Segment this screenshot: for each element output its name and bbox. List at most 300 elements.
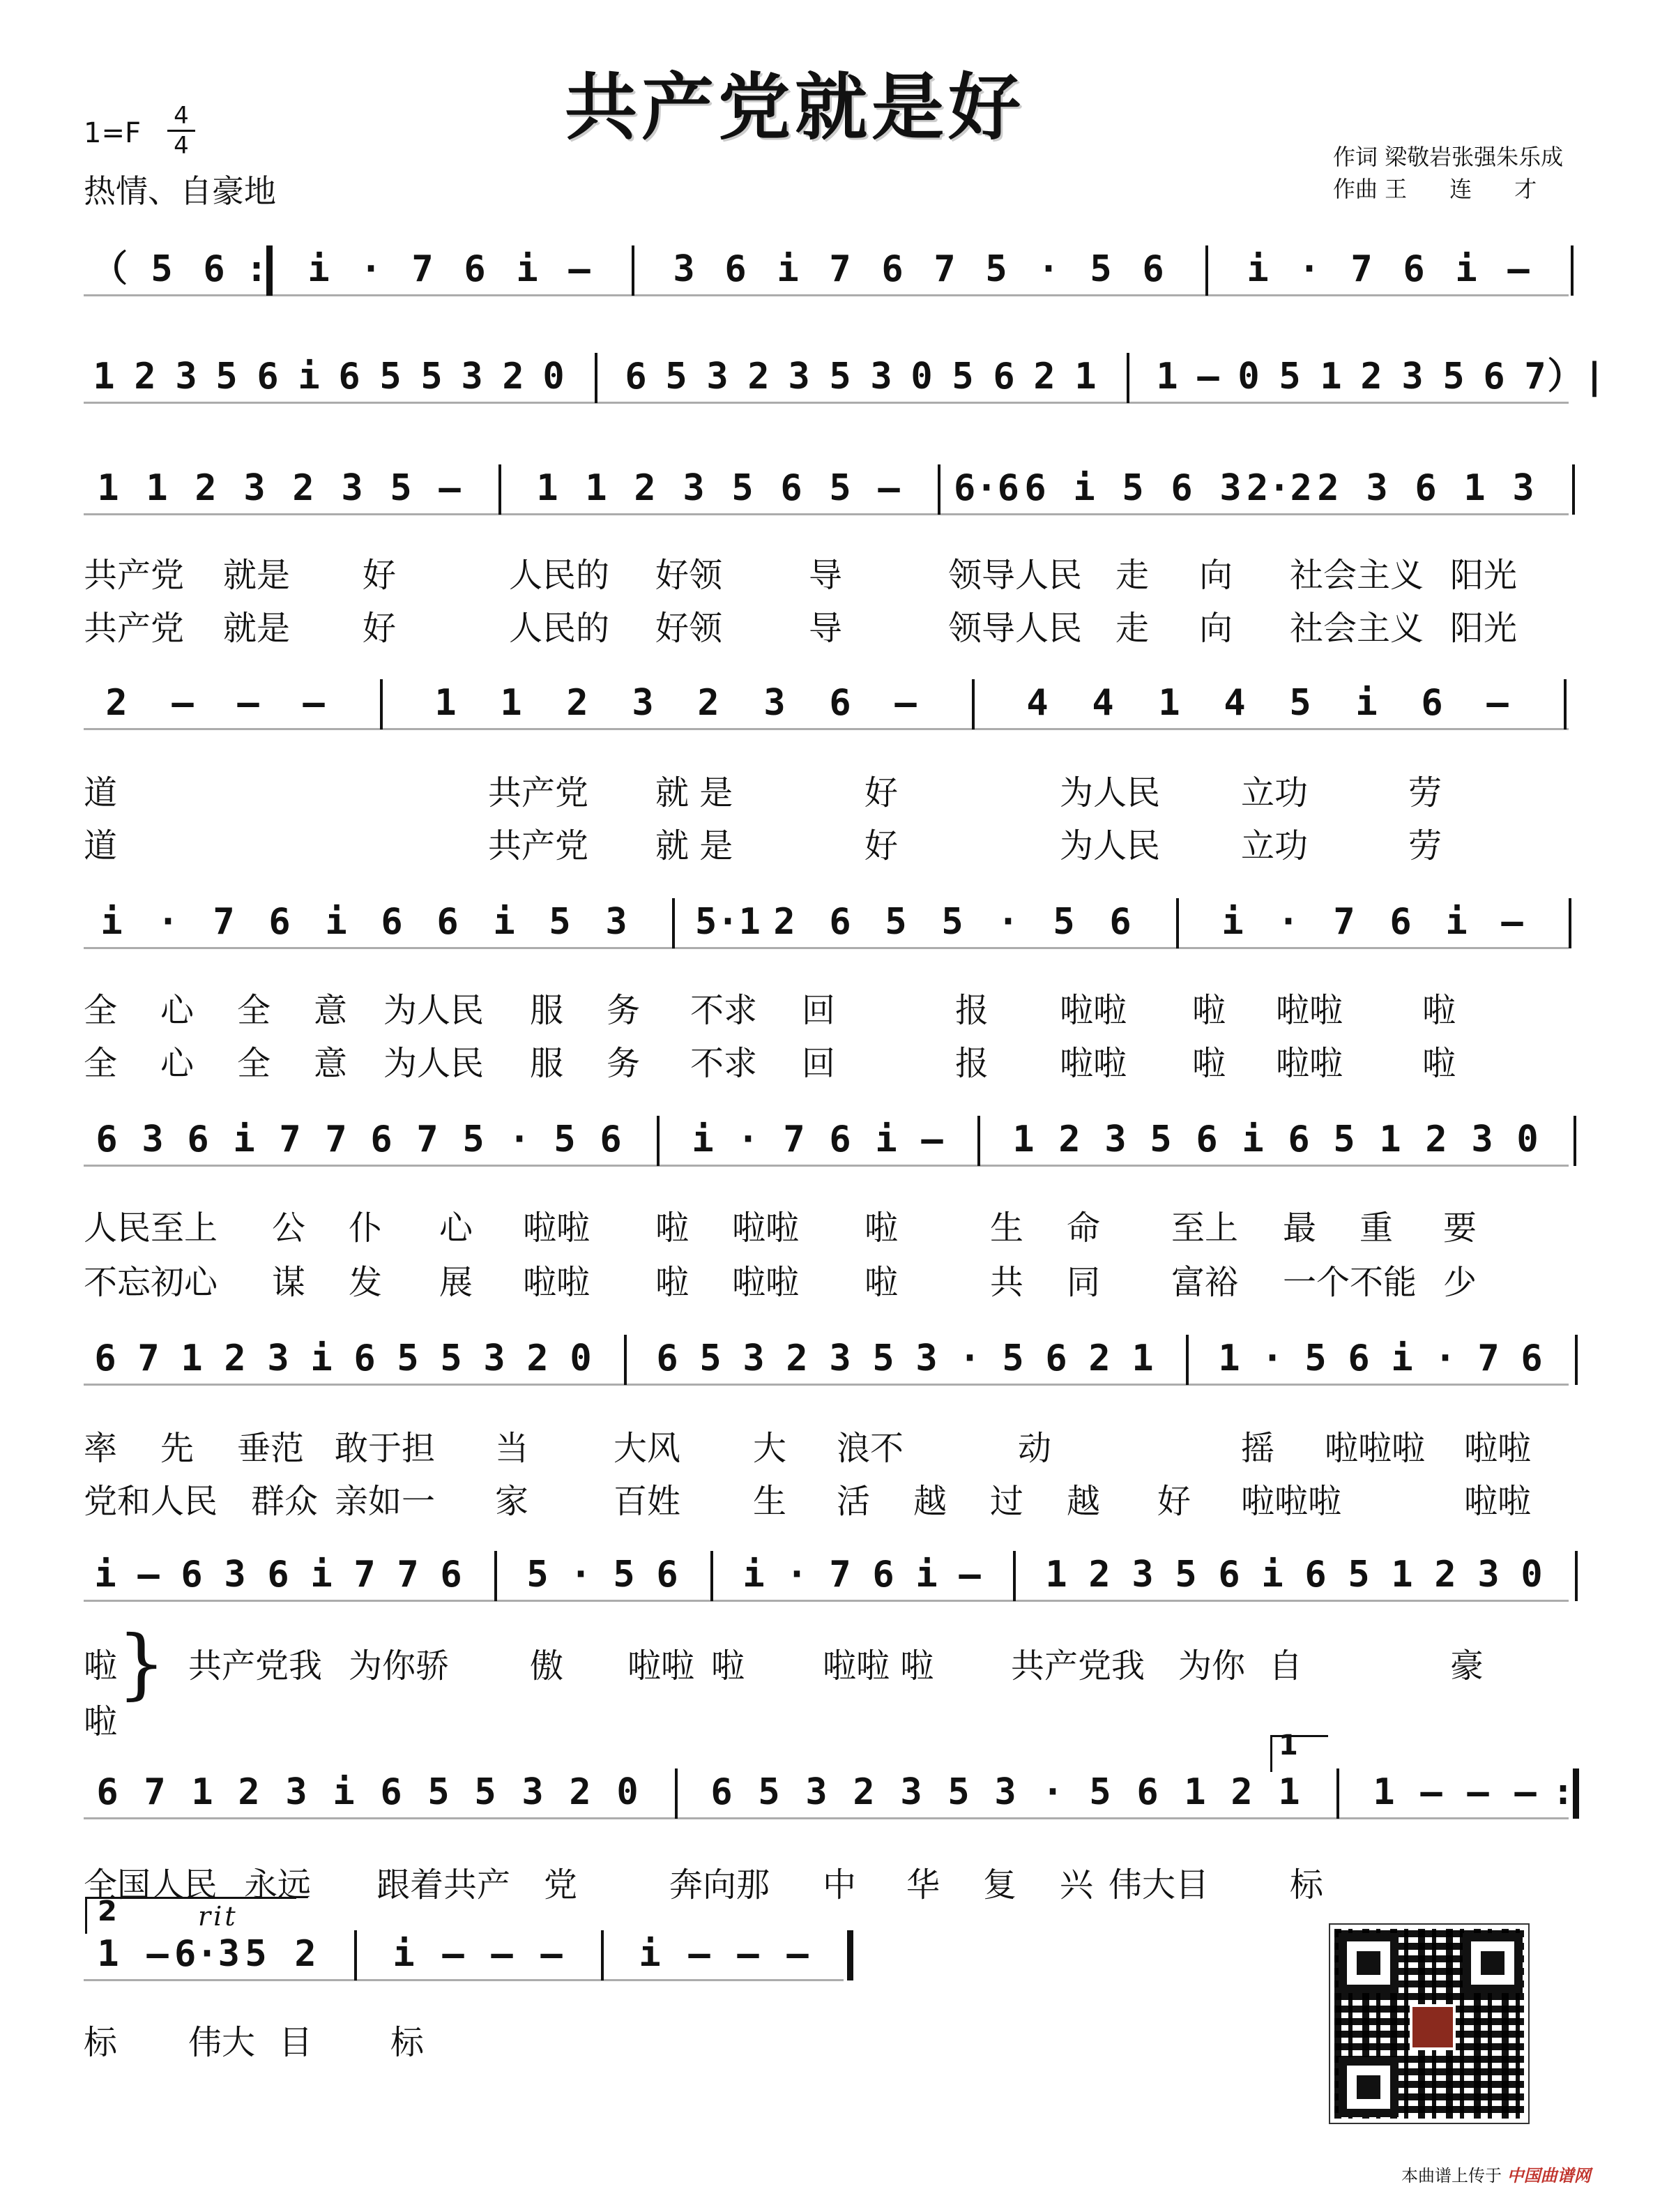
lyric-syllable: 啦啦 xyxy=(1060,1044,1127,1083)
lyric-syllable: 豪 xyxy=(1450,1646,1484,1685)
note: 6 xyxy=(440,1554,462,1596)
lyric-syllable: 奔向那 xyxy=(669,1865,770,1904)
lyric-syllable: 社会主义 xyxy=(1290,556,1424,595)
lyric-syllable: 最 xyxy=(1283,1209,1317,1248)
note: 3 xyxy=(673,248,695,290)
note: 1 xyxy=(585,467,607,509)
note: 0 xyxy=(570,1338,592,1379)
note: 7 xyxy=(1333,901,1355,943)
lyric-syllable: 摇 xyxy=(1241,1429,1275,1468)
lyrics-line-6-verse-1 xyxy=(84,1201,1603,1248)
lyric-syllable: 共产党 xyxy=(488,826,589,865)
lyric-syllable: 道 xyxy=(84,826,118,865)
note: 3 xyxy=(683,467,705,509)
note: 6 xyxy=(380,1771,402,1813)
lyric-syllable: 立功 xyxy=(1241,773,1309,812)
note: 2 xyxy=(1434,1554,1456,1596)
lyric-syllable: 少 xyxy=(1443,1263,1477,1302)
note: 2 xyxy=(566,682,588,724)
note: 5 xyxy=(758,1771,780,1813)
lyric-syllable: 共产党 xyxy=(84,609,185,648)
note: 1 xyxy=(1320,356,1342,397)
note: i xyxy=(915,1554,938,1596)
note: 3 xyxy=(706,356,729,397)
ritardando-mark: rit xyxy=(198,1901,238,1932)
note: · xyxy=(1037,248,1060,290)
lyric-syllable: 啦 xyxy=(864,1209,899,1248)
note: 6 xyxy=(710,1771,733,1813)
note: 0 xyxy=(1237,356,1260,397)
note: 0 xyxy=(616,1771,639,1813)
lyric-syllable: 啦啦 xyxy=(1464,1482,1532,1521)
note: 5 xyxy=(1304,1338,1327,1379)
note: i xyxy=(1247,248,1269,290)
lyric-syllable: 大风 xyxy=(614,1429,681,1468)
lyric-syllable: 啦 xyxy=(655,1263,690,1302)
note: 6 xyxy=(625,356,647,397)
note: 3 xyxy=(267,1338,289,1379)
lyric-syllable: 啦 xyxy=(1422,1044,1456,1083)
lyric-syllable: 发 xyxy=(349,1263,383,1302)
lyrics-line-7-verse-1 xyxy=(84,1421,1603,1468)
note: – xyxy=(1197,356,1219,397)
note: 3 xyxy=(632,682,654,724)
note: – xyxy=(237,682,259,724)
note: 5 xyxy=(613,1554,635,1596)
note: i xyxy=(1355,682,1378,724)
lyric-syllable: 动 xyxy=(1018,1429,1052,1468)
note: – xyxy=(1514,1771,1537,1813)
note: 7 xyxy=(325,1119,347,1160)
note: 7 xyxy=(137,1338,160,1379)
notation-line2 xyxy=(84,349,1606,404)
note: 6 xyxy=(1415,467,1437,509)
note: – xyxy=(921,1119,943,1160)
lyrics-line-5-verse-2 xyxy=(84,1036,1603,1083)
note: 5 xyxy=(215,356,238,397)
lyric-syllable: 党和人民 xyxy=(84,1482,218,1521)
notation-line4 xyxy=(84,675,1603,731)
note: 2 xyxy=(697,682,719,724)
note: 2 xyxy=(224,1338,246,1379)
note: 3 xyxy=(1104,1119,1127,1160)
lyric-syllable: 共产党 xyxy=(84,556,185,595)
lyric-syllable: 百姓 xyxy=(614,1482,681,1521)
notation-line3 xyxy=(84,460,1603,516)
note: 6 xyxy=(872,1554,894,1596)
note: 6 xyxy=(381,901,403,943)
note: 2 xyxy=(773,901,795,943)
uploader-avatar xyxy=(1410,2004,1456,2050)
note: 6 xyxy=(181,1554,203,1596)
note: 5 xyxy=(549,901,571,943)
note: 1 xyxy=(146,467,168,509)
lyric-syllable: 复 xyxy=(983,1865,1017,1904)
lyrics-line-4-verse-1 xyxy=(84,766,1603,812)
lyric-syllable: 伟大 xyxy=(188,2023,256,2062)
lyric-syllable: 领导人民 xyxy=(948,556,1083,595)
note: 5 xyxy=(1333,1119,1355,1160)
lyric-syllable: 全 xyxy=(84,991,118,1030)
note: 6·3 xyxy=(174,1933,240,1975)
note: 1 xyxy=(1218,1338,1240,1379)
note: 6 xyxy=(656,1554,678,1596)
barline xyxy=(595,353,597,403)
note: ）| xyxy=(1547,356,1606,397)
note: · xyxy=(1298,248,1320,290)
barline xyxy=(1574,1116,1576,1166)
note: 1 xyxy=(97,1933,119,1975)
lyric-syllable: 啦 xyxy=(1422,991,1456,1030)
note: 3 xyxy=(285,1771,307,1813)
note: 3 xyxy=(142,1119,164,1160)
note: 2 xyxy=(1360,356,1382,397)
note: 1 xyxy=(1373,1771,1395,1813)
note: 5 xyxy=(952,356,974,397)
note: 6 xyxy=(600,1119,622,1160)
qr-finder-bottom-left xyxy=(1339,2057,1399,2117)
lyric-syllable: 服 xyxy=(530,1044,564,1083)
lyric-syllable: 啦 xyxy=(655,1209,690,1248)
lyric-syllable: 意 xyxy=(314,1044,348,1083)
lyric-syllable: 为你骄 xyxy=(349,1646,450,1685)
note: i xyxy=(310,1554,333,1596)
note: 2 xyxy=(569,1771,591,1813)
note: 7 xyxy=(397,1554,419,1596)
note: 3 xyxy=(870,356,892,397)
note: 6 xyxy=(829,682,851,724)
barline xyxy=(672,898,675,948)
footer xyxy=(1401,2162,1591,2186)
note: 7 xyxy=(783,1119,805,1160)
note: 6 xyxy=(1196,1119,1218,1160)
beam-line xyxy=(84,294,1569,296)
note: i xyxy=(1261,1554,1283,1596)
barline xyxy=(977,1116,980,1166)
note: 3 xyxy=(224,1554,246,1596)
note: 5 xyxy=(474,1771,496,1813)
lyric-syllable: 阳光 xyxy=(1450,609,1518,648)
note: 5 xyxy=(731,467,754,509)
note: 7 xyxy=(1350,248,1373,290)
note: 5 xyxy=(427,1771,450,1813)
barline xyxy=(1186,1335,1189,1385)
barline xyxy=(494,1551,497,1601)
note: 1 xyxy=(1045,1554,1067,1596)
note: 1 xyxy=(181,1338,203,1379)
note: 2 xyxy=(1317,467,1339,509)
lyric-syllable: 越 xyxy=(913,1482,947,1521)
note: 5 xyxy=(1090,248,1112,290)
lyric-syllable: 心 xyxy=(160,991,195,1030)
lyric-syllable: 率 xyxy=(84,1429,118,1468)
note: 3 xyxy=(243,467,266,509)
note: – xyxy=(146,1933,169,1975)
note: i xyxy=(777,248,799,290)
barline xyxy=(1575,1335,1578,1385)
note: 6 xyxy=(96,1119,118,1160)
note: 5 xyxy=(872,1338,894,1379)
lyrics-line-3-verse-1 xyxy=(84,548,1603,595)
score-title: 共产党就是好 xyxy=(564,64,1025,150)
note: 5 xyxy=(1279,356,1301,397)
lyric-syllable: 共产党我 xyxy=(1011,1646,1145,1685)
note: i xyxy=(1391,1338,1413,1379)
barline xyxy=(380,679,383,729)
lyric-syllable: 社会主义 xyxy=(1290,609,1424,648)
lyric-syllable: 领导人民 xyxy=(948,609,1083,648)
lyric-syllable: 啦 xyxy=(864,1263,899,1302)
note: 3 xyxy=(1219,467,1242,509)
note: i xyxy=(1455,248,1477,290)
note: – xyxy=(172,682,194,724)
lyric-syllable: 生 xyxy=(990,1209,1024,1248)
note: 3 xyxy=(1401,356,1424,397)
lyric-syllable: 全 xyxy=(237,1044,271,1083)
lyric-syllable: 走 xyxy=(1115,556,1150,595)
note: 2 xyxy=(1425,1119,1447,1160)
volta-1-number: 1 xyxy=(1279,1729,1298,1762)
note: 5 xyxy=(665,356,687,397)
barline xyxy=(657,1116,660,1166)
note: 7 xyxy=(1524,356,1546,397)
lyric-syllable: 兴 xyxy=(1060,1865,1094,1904)
note: 5 xyxy=(885,901,907,943)
note: 4 xyxy=(1026,682,1049,724)
note: 5 xyxy=(829,467,851,509)
note: 1 xyxy=(1158,682,1180,724)
note: 6 xyxy=(267,1554,289,1596)
lyric-syllable: 啦 xyxy=(1192,1044,1226,1083)
note: · xyxy=(157,901,179,943)
note: 5 xyxy=(554,1119,576,1160)
note: 6 xyxy=(1421,682,1443,724)
note: 2 xyxy=(634,467,656,509)
note: 0 xyxy=(542,356,565,397)
lyric-syllable: 当 xyxy=(495,1429,529,1468)
note: 3 xyxy=(900,1771,922,1813)
qr-finder-top-left xyxy=(1339,1933,1399,1993)
note: 5 xyxy=(379,356,402,397)
note: – xyxy=(688,1933,710,1975)
lyric-syllable: 啦 xyxy=(84,1702,118,1741)
note: 6 xyxy=(338,356,360,397)
lyric-syllable: 人民至上 xyxy=(84,1209,218,1248)
note: – xyxy=(540,1933,563,1975)
note: 2 xyxy=(502,356,524,397)
note: 5 xyxy=(947,1771,970,1813)
note: i xyxy=(100,901,123,943)
note: 2 xyxy=(292,467,314,509)
lyric-syllable: 导 xyxy=(809,556,843,595)
lyric-syllable: 全 xyxy=(237,991,271,1030)
note: – xyxy=(1501,901,1523,943)
lyric-syllable: 劳 xyxy=(1408,826,1442,865)
barline xyxy=(624,1335,627,1385)
note: 0 xyxy=(1516,1119,1539,1160)
note: （ xyxy=(91,248,128,290)
note: 2 xyxy=(786,1338,808,1379)
note: 2 xyxy=(1088,1338,1111,1379)
note: 3 xyxy=(1471,1119,1493,1160)
notation-line5 xyxy=(84,894,1603,950)
barline xyxy=(710,1551,713,1601)
note: 4 xyxy=(1092,682,1114,724)
note: 7 xyxy=(829,248,851,290)
lyric-syllable: 阳光 xyxy=(1450,556,1518,595)
lyric-syllable: 导 xyxy=(809,609,843,648)
note: 2 xyxy=(526,1338,549,1379)
note: 1 xyxy=(536,467,558,509)
note: 6 xyxy=(829,1119,851,1160)
tempo-mood: 热情、自豪地 xyxy=(84,172,276,210)
note: · xyxy=(737,1119,759,1160)
site-brand[interactable]: 中国曲谱网 xyxy=(1507,2166,1591,2186)
barline xyxy=(938,464,940,515)
note: – xyxy=(737,1933,759,1975)
note: 5 xyxy=(1122,467,1144,509)
lyric-syllable: 仆 xyxy=(349,1209,383,1248)
note: 1 xyxy=(1012,1119,1035,1160)
lyric-syllable: 不求 xyxy=(690,1044,758,1083)
note: 1 xyxy=(500,682,522,724)
note: 4 xyxy=(1224,682,1246,724)
barline xyxy=(354,1930,357,1980)
key-signature: 1=F xyxy=(84,117,141,149)
note: 3 xyxy=(341,467,363,509)
note: 5 xyxy=(1002,1338,1024,1379)
lyric-syllable: 报 xyxy=(955,1044,989,1083)
lyric-syllable: 一个不能 xyxy=(1283,1263,1417,1302)
barline xyxy=(675,1768,678,1819)
note: · xyxy=(786,1554,808,1596)
lyrics-line-8-verse-1 xyxy=(84,1639,1603,1685)
notation-line9 xyxy=(84,1764,1603,1820)
note: 6 xyxy=(829,901,851,943)
lyric-syllable: 啦啦 xyxy=(1060,991,1127,1030)
composer-credit: 作曲 王 连 才 xyxy=(1333,176,1537,202)
repeat-barline xyxy=(847,1930,853,1980)
note: – xyxy=(1486,682,1509,724)
note: – xyxy=(1467,1771,1489,1813)
note: 2 xyxy=(747,356,770,397)
lyric-syllable: 向 xyxy=(1199,609,1233,648)
verse-brace: } xyxy=(117,1619,166,1708)
note: 6 xyxy=(1142,248,1164,290)
lyric-syllable: 过 xyxy=(990,1482,1024,1521)
lyric-syllable: 命 xyxy=(1067,1209,1101,1248)
barline xyxy=(1575,1551,1578,1601)
lyric-syllable: 心 xyxy=(160,1044,195,1083)
note: 3 xyxy=(483,1338,505,1379)
lyric-syllable: 公 xyxy=(272,1209,306,1248)
note: · xyxy=(570,1554,592,1596)
note: 2 xyxy=(1058,1119,1081,1160)
beam-line xyxy=(84,1817,1569,1819)
note: 6 xyxy=(257,356,279,397)
note: – xyxy=(303,682,325,724)
note: 6 xyxy=(656,1338,678,1379)
lyric-syllable: 富裕 xyxy=(1171,1263,1239,1302)
beam-line xyxy=(84,728,1569,730)
note: 6 xyxy=(1024,467,1046,509)
lyric-syllable: 党 xyxy=(544,1865,578,1904)
note: 6 xyxy=(268,901,291,943)
note: 5·1 xyxy=(695,901,761,943)
note: i xyxy=(325,901,347,943)
beam-line xyxy=(84,1384,1569,1386)
note: 5 xyxy=(1053,901,1075,943)
lyric-syllable: 为你 xyxy=(1178,1646,1246,1685)
lyric-syllable: 为人民 xyxy=(383,991,485,1030)
note: – xyxy=(894,682,917,724)
lyric-syllable: 为人民 xyxy=(1060,773,1161,812)
lyric-syllable: 啦啦 xyxy=(1276,991,1343,1030)
note: – xyxy=(959,1554,981,1596)
note: 6 xyxy=(203,248,225,290)
note: – xyxy=(442,1933,464,1975)
note: 6 xyxy=(1483,356,1505,397)
lyric-syllable: 敢于担 xyxy=(335,1429,436,1468)
barline xyxy=(632,245,634,296)
lyric-syllable: 共产党我 xyxy=(188,1646,323,1685)
note: · xyxy=(1042,1771,1064,1813)
lyric-syllable: 就是 xyxy=(223,609,291,648)
note: 5 xyxy=(462,1119,485,1160)
note: 5 xyxy=(1348,1554,1370,1596)
note: 3 xyxy=(1477,1554,1500,1596)
qr-code-icon[interactable] xyxy=(1330,1925,1528,2123)
lyric-syllable: 标 xyxy=(84,2023,118,2062)
note: 3 xyxy=(763,682,786,724)
notation-line7 xyxy=(84,1331,1603,1386)
lyric-syllable: 好 xyxy=(864,773,899,812)
lyric-syllable: 展 xyxy=(439,1263,473,1302)
lyric-syllable: 报 xyxy=(955,991,989,1030)
note: 3 xyxy=(461,356,483,397)
repeat-dots: : xyxy=(1552,1771,1574,1813)
note: 1 xyxy=(1132,1338,1154,1379)
note: i xyxy=(875,1119,897,1160)
note: – xyxy=(568,248,591,290)
note: · xyxy=(997,901,1019,943)
beam-line xyxy=(84,1165,1569,1167)
note: · xyxy=(959,1338,981,1379)
lyric-syllable: 道 xyxy=(84,773,118,812)
lyric-syllable: 共产党 xyxy=(488,773,589,812)
lyrics-line-3-verse-2 xyxy=(84,601,1603,648)
barline xyxy=(1127,353,1129,403)
lyric-syllable: 活 xyxy=(837,1482,871,1521)
time-signature xyxy=(167,102,195,160)
note: 6 xyxy=(1348,1338,1370,1379)
note: – xyxy=(786,1933,809,1975)
beam-line xyxy=(84,1600,1569,1602)
lyric-syllable: 好领 xyxy=(655,609,723,648)
note: 2 xyxy=(195,467,217,509)
lyric-syllable: 好 xyxy=(864,826,899,865)
note: 2·2 xyxy=(1247,467,1312,509)
note: – xyxy=(1420,1771,1442,1813)
note: 5 xyxy=(390,467,412,509)
lyrics-line-4-verse-2 xyxy=(84,819,1603,865)
note: 6 xyxy=(1136,1771,1159,1813)
note: i xyxy=(233,1119,255,1160)
note: i xyxy=(1073,467,1095,509)
note: 3 xyxy=(605,901,627,943)
lyric-syllable: 生 xyxy=(753,1482,787,1521)
note: 6 xyxy=(724,248,747,290)
